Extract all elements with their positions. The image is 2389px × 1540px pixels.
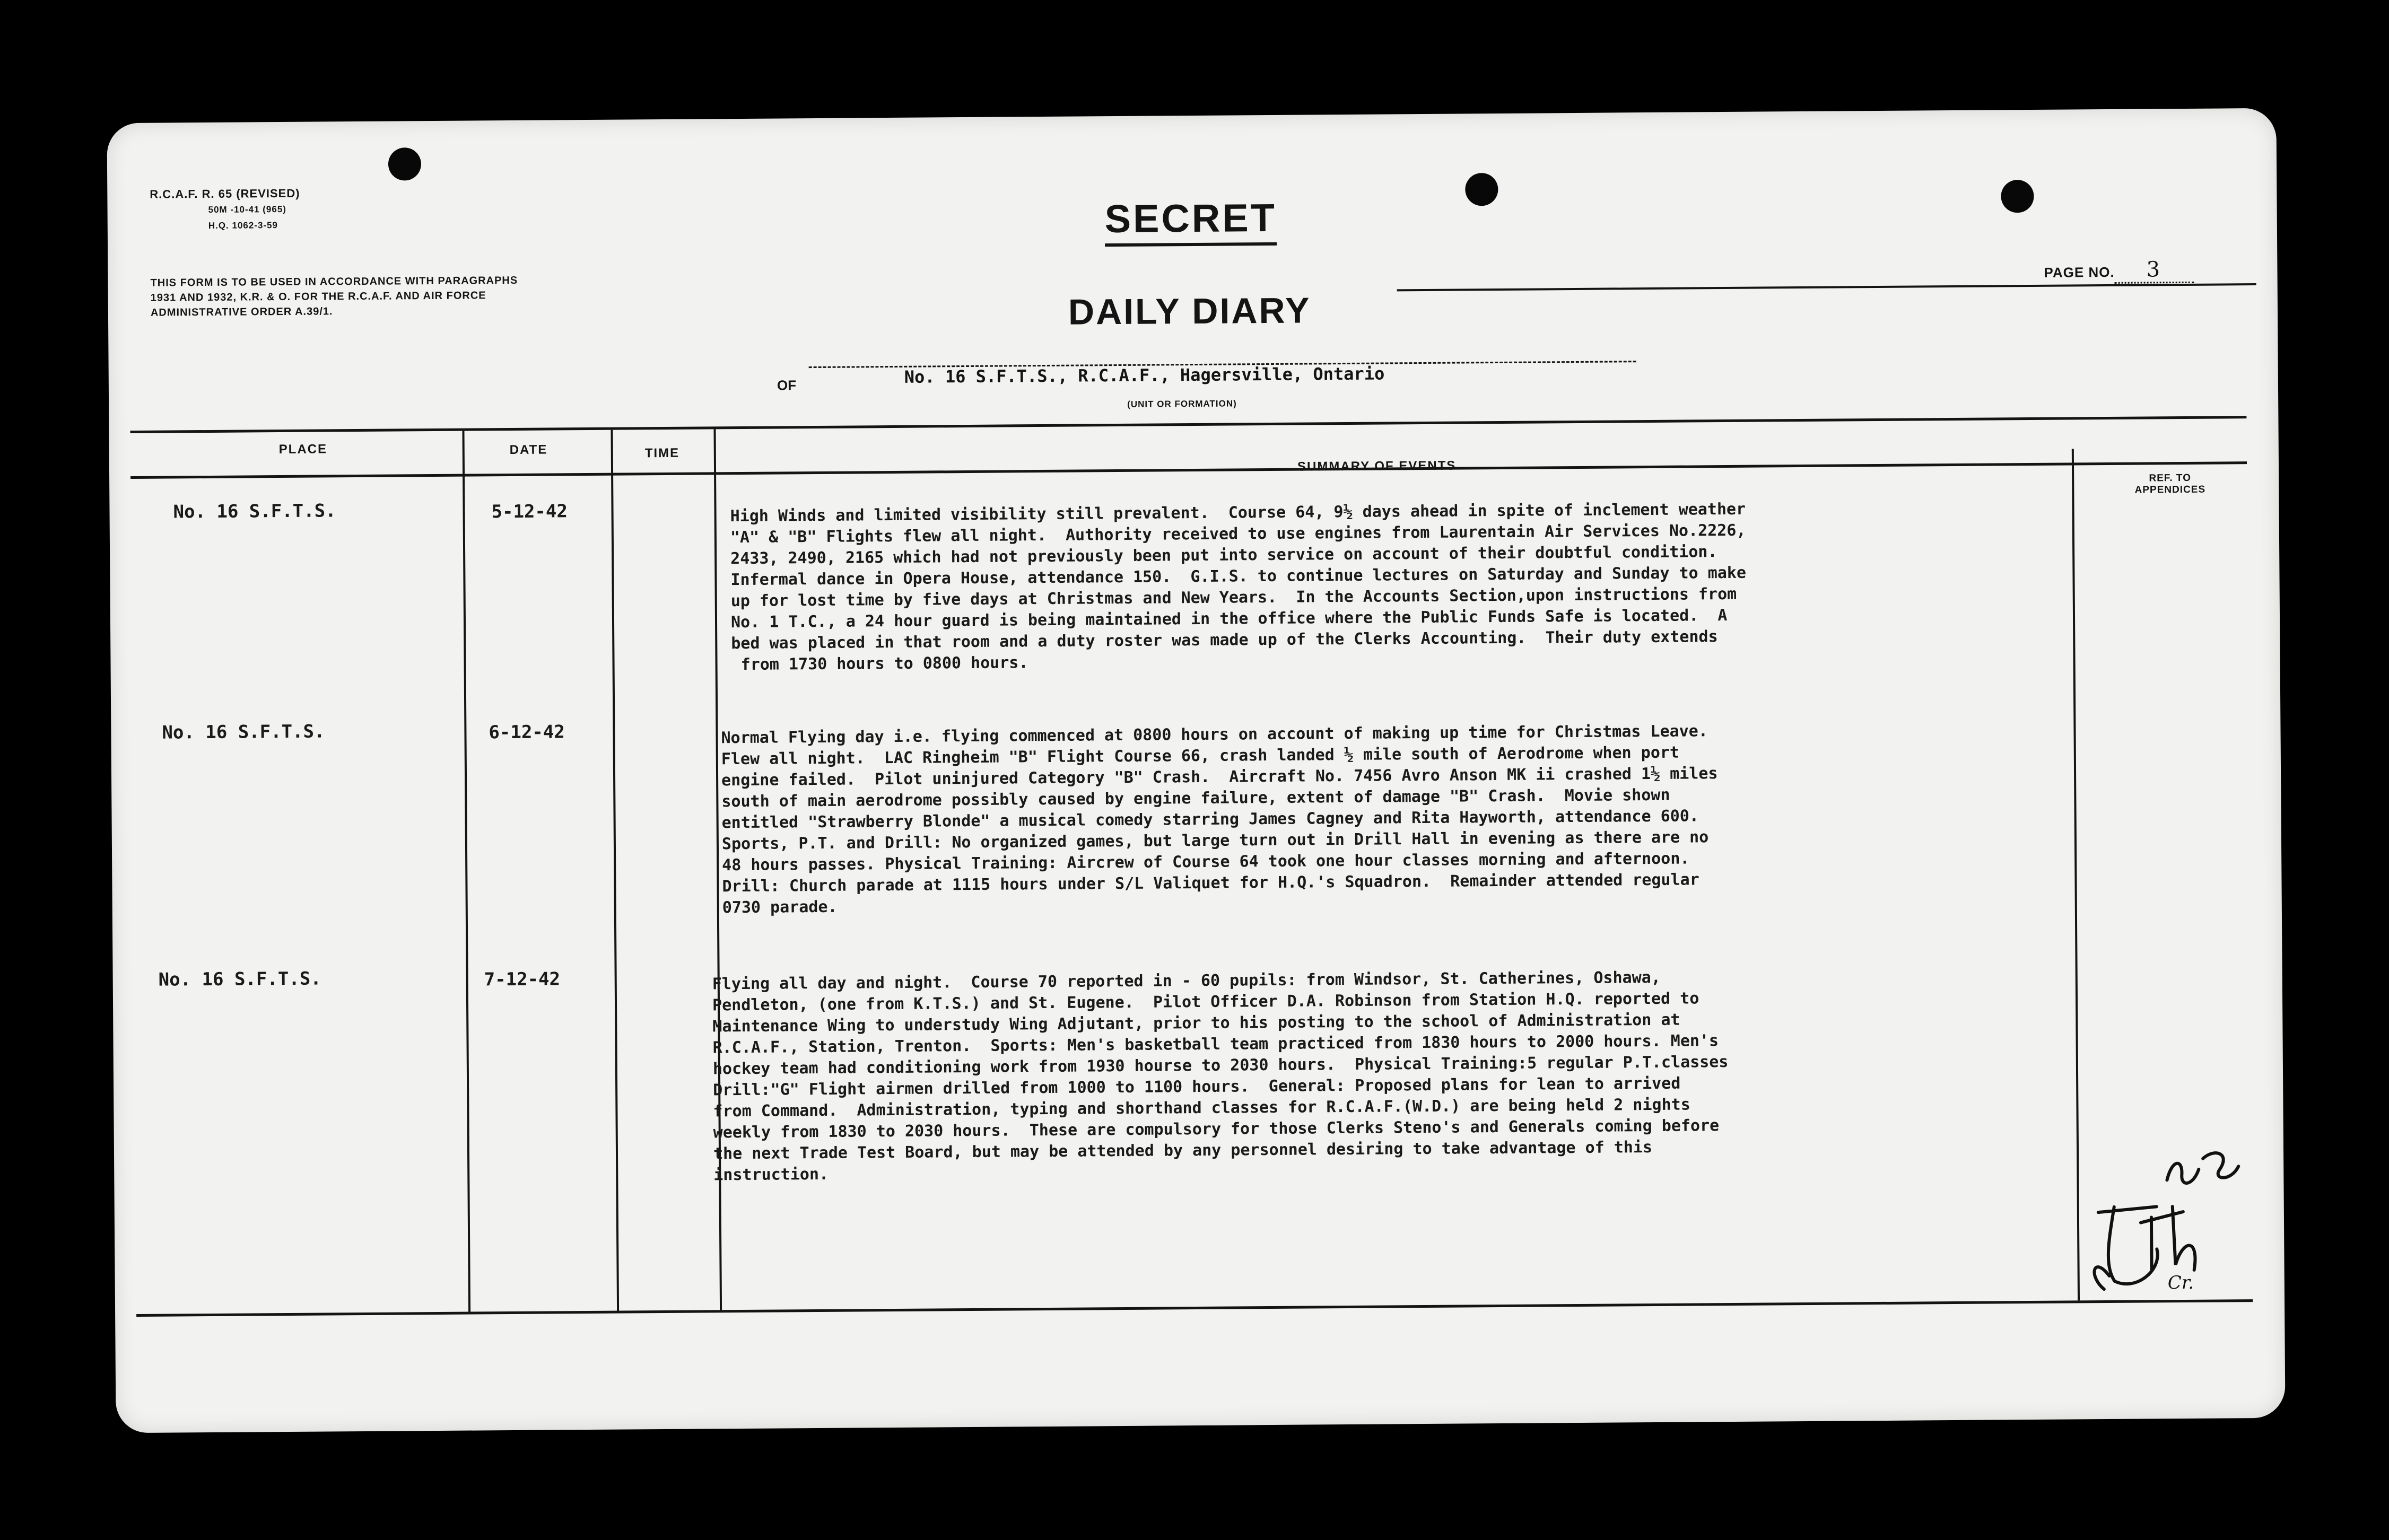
column-header-ref: REF. TO APPENDICES xyxy=(2134,472,2206,496)
form-ref-line: R.C.A.F. R. 65 (REVISED) xyxy=(150,186,300,201)
form-instructions: THIS FORM IS TO BE USED IN ACCORDANCE WITH PARAGRAPHS 1931 AND 1932, K.R. & O. FOR THE R.C.A.F. AND AIR FORCE ADMINISTRATIVE ORDER A.39/1. xyxy=(150,274,518,319)
column-header-time: TIME xyxy=(644,445,680,461)
handwritten-initials xyxy=(2161,1137,2242,1196)
entry-place: No. 16 S.F.T.S. xyxy=(158,968,321,991)
form-ref-line: 50M -10-41 (965) xyxy=(208,204,286,215)
punch-hole xyxy=(2001,180,2034,213)
punch-hole xyxy=(1465,173,1498,206)
page-title: DAILY DIARY xyxy=(1068,290,1311,332)
page-number-value: 3 xyxy=(2114,257,2194,284)
entry-place: No. 16 S.F.T.S. xyxy=(173,500,336,523)
entry-date: 7-12-42 xyxy=(484,968,561,991)
diary-page xyxy=(107,108,2285,1433)
column-header-date: DATE xyxy=(509,442,548,458)
form-ref-line: H.Q. 1062-3-59 xyxy=(208,220,278,231)
form-reference xyxy=(150,186,300,234)
entry-date: 5-12-42 xyxy=(491,501,568,523)
column-header-place: PLACE xyxy=(278,442,328,457)
entry-date: 6-12-42 xyxy=(489,721,565,743)
svg-text:Cr.: Cr. xyxy=(2167,1272,2194,1294)
column-divider xyxy=(611,430,619,1311)
column-divider xyxy=(462,431,470,1312)
handwritten-signature xyxy=(2077,1191,2210,1298)
page-number-label: PAGE NO. xyxy=(2044,264,2115,281)
punch-hole xyxy=(388,147,421,180)
page-number-field xyxy=(2044,257,2194,284)
entry-summary: High Winds and limited visibility still prevalent. Course 64, 9½ days ahead in spite of inclement weather "A" & "B" Flights flew all night. Authority received to use engines from Laurentain Air Services No.2226, 2433, 2490, 2165 which had not previously been put into service on account of their doubtful condition. Infermal dance in Opera House, attendance 150. G.I.S. to continue lectures on Saturday and Sunday to make up for lost time by five days at Christmas and New Years. In the Accounts Section,upon instructions from No. 1 T.C., a 24 hour guard is being maintained in the office where the Public Funds Safe is located. A bed was placed in that room and a duty roster was made up of the Clerks Accounting. Their duty extends from 1730 hours to 0800 hours. xyxy=(730,500,1747,675)
unit-caption: (UNIT OR FORMATION) xyxy=(1127,398,1237,409)
header-rule xyxy=(1397,283,2256,291)
entry-place: No. 16 S.F.T.S. xyxy=(162,721,325,743)
column-header-summary: SUMMARY OF EVENTS xyxy=(1297,458,1457,474)
table-bottom-rule xyxy=(136,1299,2253,1317)
column-divider xyxy=(2072,449,2080,1300)
table-top-rule xyxy=(130,416,2246,433)
classification-label: SECRET xyxy=(1104,194,1277,247)
table-header-rule xyxy=(130,458,2247,479)
unit-name: No. 16 S.F.T.S., R.C.A.F., Hagersville, Ontario xyxy=(904,363,1385,387)
unit-of-label: OF xyxy=(777,377,797,393)
entry-summary: Flying all day and night. Course 70 reported in - 60 pupils: from Windsor, St. Catherines, Oshawa, Pendleton, (one from K.T.S.) and St. Eugene. Pilot Officer D.A. Robinson from Station H.Q. reported to Maintenance Wing to understudy Wing Adjutant, prior to his posting to the school of Administration at R.C.A.F., Station, Trenton. Sports: Men's basketball team practiced from 1830 hours to 2000 hours. Men's hockey team had conditioning work from 1930 hourse to 2030 hours. Physical Training:5 regular P.T.classes Drill:"G" Flight airmen drilled from 1000 to 1100 hours. General: Proposed plans for lean to arrived from Command. Administration, typing and shorthand classes for R.C.A.F.(W.D.) are being held 2 nights weekly from 1830 to 2030 hours. These are compulsory for those Clerks Steno's and Generals coming before the next Trade Test Board, but may be attended by any personnel desiring to take advantage of this instruction. xyxy=(712,968,1729,1185)
entry-summary: Normal Flying day i.e. flying commenced at 0800 hours on account of making up time for Christmas Leave. Flew all night. LAC Ringheim "B" Flight Course 66, crash landed ½ mile south of Aerodrome when port engine failed. Pilot uninjured Category "B" Crash. Aircraft No. 7456 Avro Anson MK ii crashed 1½ miles south of main aerodrome possibly caused by engine failure, extent of damage "B" Crash. Movie shown entitled "Strawberry Blonde" a musical comedy starring James Cagney and Rita Hayworth, attendance 600. Sports, P.T. and Drill: No organized games, but large turn out in Drill Hall in evening as there are no 48 hours passes. Physical Training: Aircrew of Course 64 took one hour classes morning and afternoon. Drill: Church parade at 1115 hours under S/L Valiquet for H.Q.'s Squadron. Remainder attended regular 0730 parade. xyxy=(721,722,1718,917)
